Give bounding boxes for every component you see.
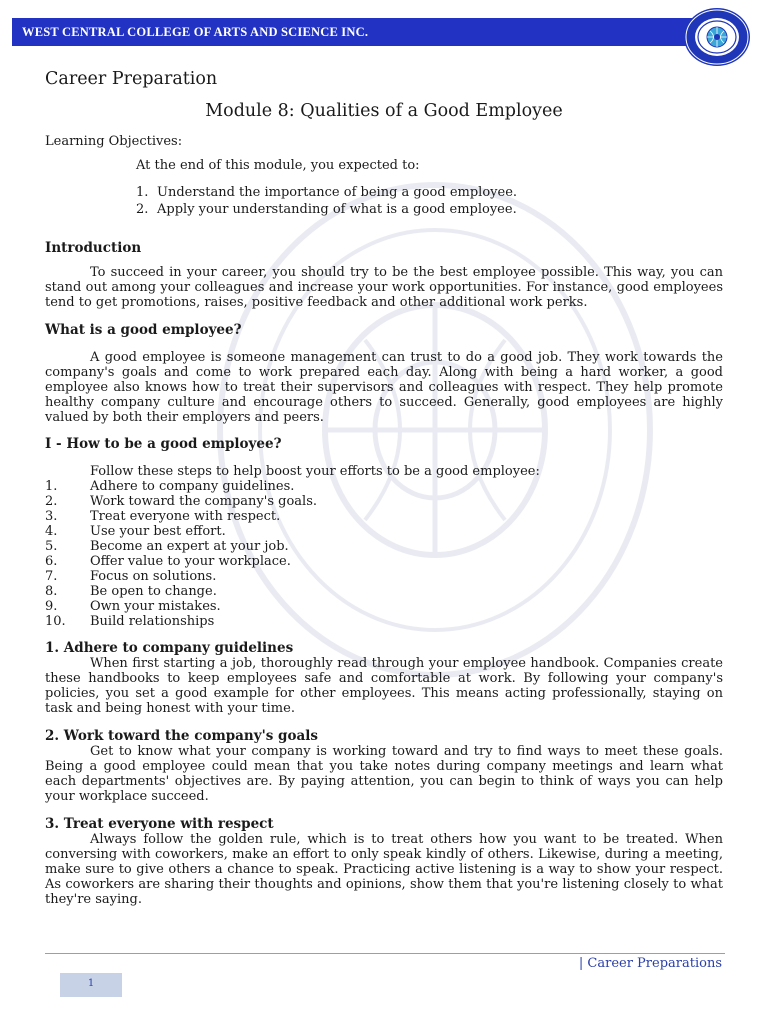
footer-divider	[45, 953, 725, 954]
section3-heading: 3. Treat everyone with respect	[45, 816, 274, 832]
footer-label: | Career Preparations	[578, 956, 722, 971]
list-item: 5. Become an expert at your job.	[45, 539, 289, 554]
learning-objectives-intro: At the end of this module, you expected to:	[136, 158, 420, 173]
section1-paragraph: When first starting a job, thoroughly read through your employee handbook. Companies create these handbooks to keep employees safe and comfortable at work. By following your company's policies, you set a good example for other employees. This means acting professionally, staying on task and being honest with your time.	[45, 656, 723, 716]
list-item: 2. Apply your understanding of what is a good employee.	[136, 202, 517, 217]
list-item: 8. Be open to change.	[45, 584, 217, 599]
how-to-steps-list	[45, 479, 723, 629]
section3-paragraph: Always follow the golden rule, which is to treat others how you want to be treated. When conversing with coworkers, make an effort to only speak kindly of others. Likewise, during a meeting, make sure to give others a chance to speak. Practicing active listening is a way to show your respect. As coworkers are sharing their thoughts and opinions, show them that you're listening closely to what they're saying.	[45, 832, 723, 907]
course-title: Career Preparation	[45, 69, 218, 89]
introduction-heading: Introduction	[45, 240, 142, 256]
list-item: 9. Own your mistakes.	[45, 599, 221, 614]
page-number: 1	[87, 978, 95, 989]
list-item: 10. Build relationships	[45, 614, 215, 629]
module-title: Module 8: Qualities of a Good Employee	[205, 101, 563, 121]
section1-heading: 1. Adhere to company guidelines	[45, 640, 294, 656]
list-item: 1. Adhere to company guidelines.	[45, 479, 295, 494]
list-item: 4. Use your best effort.	[45, 524, 226, 539]
page-number-box	[60, 973, 122, 997]
college-seal-logo	[682, 6, 752, 68]
document-body	[45, 66, 723, 907]
section2-paragraph: Get to know what your company is working toward and try to find ways to meet these goals. Being a good employee could mean that you take notes during company meetings and learn what each departments' objectives are. By paying attention, you can begin to think of ways you can help your workplace succeed.	[45, 744, 723, 804]
how-to-intro: Follow these steps to help boost your efforts to be a good employee:	[90, 464, 540, 479]
list-item: 3. Treat everyone with respect.	[45, 509, 281, 524]
introduction-paragraph: To succeed in your career, you should try to be the best employee possible. This way, you can stand out among your colleagues and increase your work opportunities. For instance, good employees tend to get promotions, raises, positive feedback and other additional work perks.	[45, 265, 723, 310]
list-item: 7. Focus on solutions.	[45, 569, 217, 584]
what-is-heading: What is a good employee?	[45, 322, 242, 338]
how-to-heading: I - How to be a good employee?	[45, 436, 282, 452]
list-item: 1. Understand the importance of being a good employee.	[136, 185, 518, 200]
list-item: 2. Work toward the company's goals.	[45, 494, 318, 509]
learning-objectives-list	[45, 184, 723, 218]
section2-heading: 2. Work toward the company's goals	[45, 728, 318, 744]
college-name: WEST CENTRAL COLLEGE OF ARTS AND SCIENCE INC.	[22, 25, 369, 39]
what-is-paragraph: A good employee is someone management can trust to do a good job. They work towards the company's goals and come to work prepared each day. Along with being a hard worker, a good employee also knows how to treat their supervisors and colleagues with respect. They help promote healthy company culture and encourage others to succeed. Generally, good employees are highly valued by both their employers and peers.	[45, 350, 723, 425]
learning-objectives-label: Learning Objectives:	[45, 134, 183, 149]
list-item: 6. Offer value to your workplace.	[45, 554, 291, 569]
header-band	[12, 18, 712, 46]
